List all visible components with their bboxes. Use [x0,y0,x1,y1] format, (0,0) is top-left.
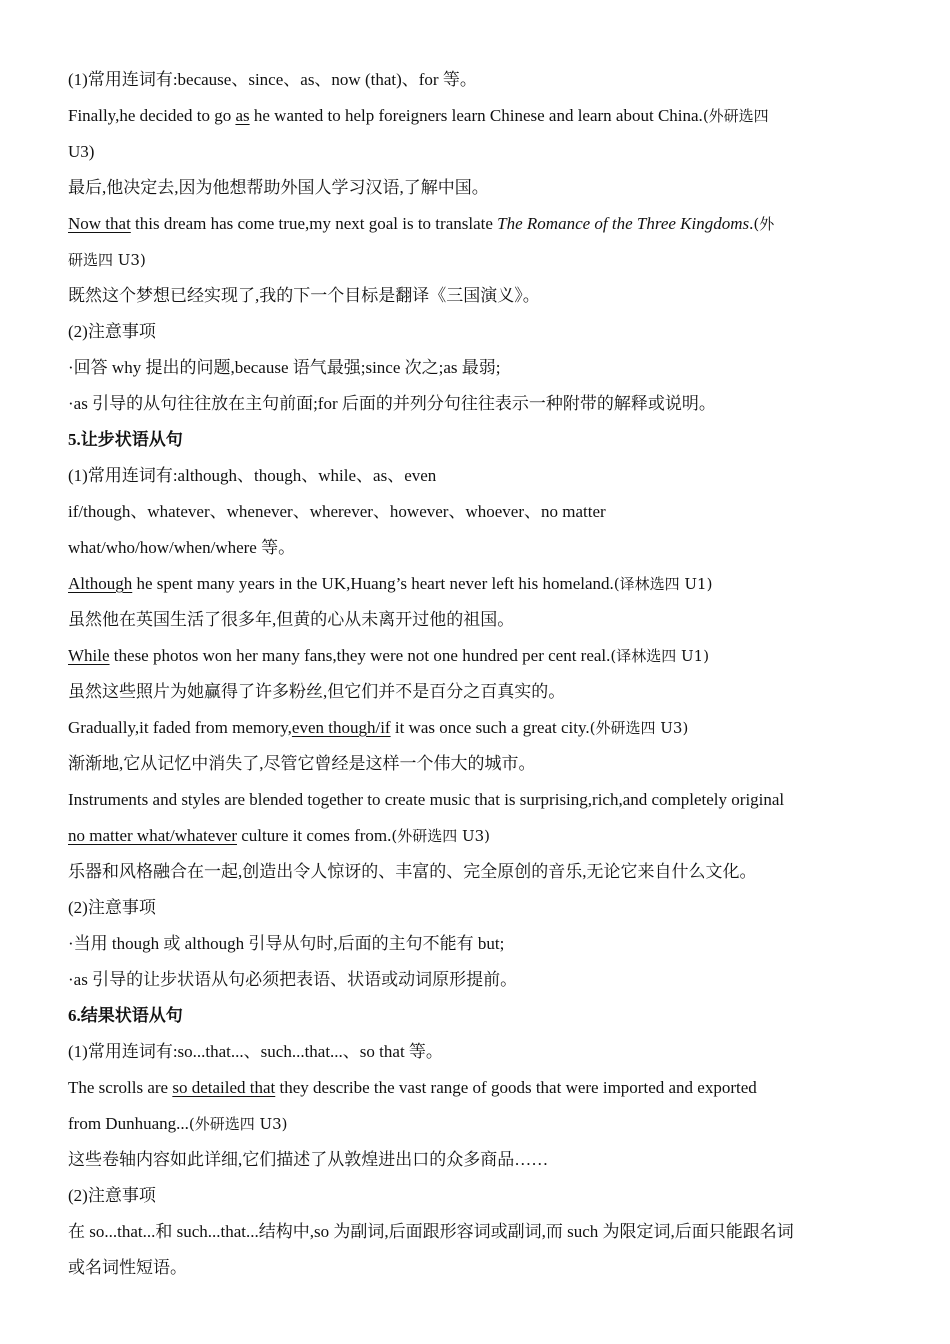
note-item: 在 so...that...和 such...that...结构中,so 为副词,后面跟形容词或副词,而 such 为限定词,后面只能跟名词 [68,1222,794,1241]
note-item: ·as 引导的让步状语从句必须把表语、状语或动词原形提前。 [68,970,518,989]
section-heading: 5.让步状语从句 [68,430,183,449]
example-translation: 既然这个梦想已经实现了,我的下一个目标是翻译《三国演义》。 [68,286,540,305]
conjunction-list: (1)常用连词有:although、though、while、as、even [68,466,437,485]
example-sentence: from Dunhuang...(外研选四 U3) [68,1114,288,1133]
conjunction-list: (1)常用连词有:so...that...、such...that...、so that 等。 [68,1042,443,1061]
example-source: U3) [68,142,95,161]
notes-label: (2)注意事项 [68,1186,156,1205]
example-sentence: Instruments and styles are blended together to create music that is surprising,rich,and completely original [68,790,785,809]
example-translation: 乐器和风格融合在一起,创造出令人惊讶的、丰富的、完全原创的音乐,无论它来自什么文化。 [68,862,757,881]
conjunction-list: (1)常用连词有:because、since、as、now (that)、for 等。 [68,70,477,89]
example-source: 研选四 U3) [68,251,146,269]
document-page [68,62,883,1286]
example-translation: 最后,他决定去,因为他想帮助外国人学习汉语,了解中国。 [68,178,489,197]
notes-label: (2)注意事项 [68,898,156,917]
example-sentence: While these photos won her many fans,they were not one hundred per cent real.(译林选四 U1) [68,646,710,665]
example-sentence: Gradually,it faded from memory,even though/if it was once such a great city.(外研选四 U3) [68,718,689,737]
example-translation: 渐渐地,它从记忆中消失了,尽管它曾经是这样一个伟大的城市。 [68,754,536,773]
example-sentence: The scrolls are so detailed that they describe the vast range of goods that were imported and exported [68,1078,757,1097]
example-translation: 虽然这些照片为她赢得了许多粉丝,但它们并不是百分之百真实的。 [68,682,566,701]
note-item: ·当用 though 或 although 引导从句时,后面的主句不能有 but; [68,934,505,953]
example-translation: 虽然他在英国生活了很多年,但黄的心从未离开过他的祖国。 [68,610,515,629]
example-translation: 这些卷轴内容如此详细,它们描述了从敦煌进出口的众多商品…… [68,1150,549,1169]
section-heading: 6.结果状语从句 [68,1006,183,1025]
note-item: ·as 引导的从句往往放在主句前面;for 后面的并列分句往往表示一种附带的解释或说明。 [68,394,716,413]
example-sentence: Now that this dream has come true,my next goal is to translate The Romance of the Three Kingdoms.(外 [68,214,775,233]
example-sentence: Finally,he decided to go as he wanted to help foreigners learn Chinese and learn about China.(外研选四 [68,106,769,125]
example-sentence: no matter what/whatever culture it comes from.(外研选四 U3) [68,826,491,845]
note-item: ·回答 why 提出的问题,because 语气最强;since 次之;as 最弱; [68,358,501,377]
example-sentence: Although he spent many years in the UK,Huang’s heart never left his homeland.(译林选四 U1) [68,574,713,593]
notes-label: (2)注意事项 [68,322,156,341]
conjunction-list: if/though、whatever、whenever、wherever、however、whoever、no matter [68,502,606,521]
note-item: 或名词性短语。 [68,1258,187,1277]
conjunction-list: what/who/how/when/where 等。 [68,538,296,557]
